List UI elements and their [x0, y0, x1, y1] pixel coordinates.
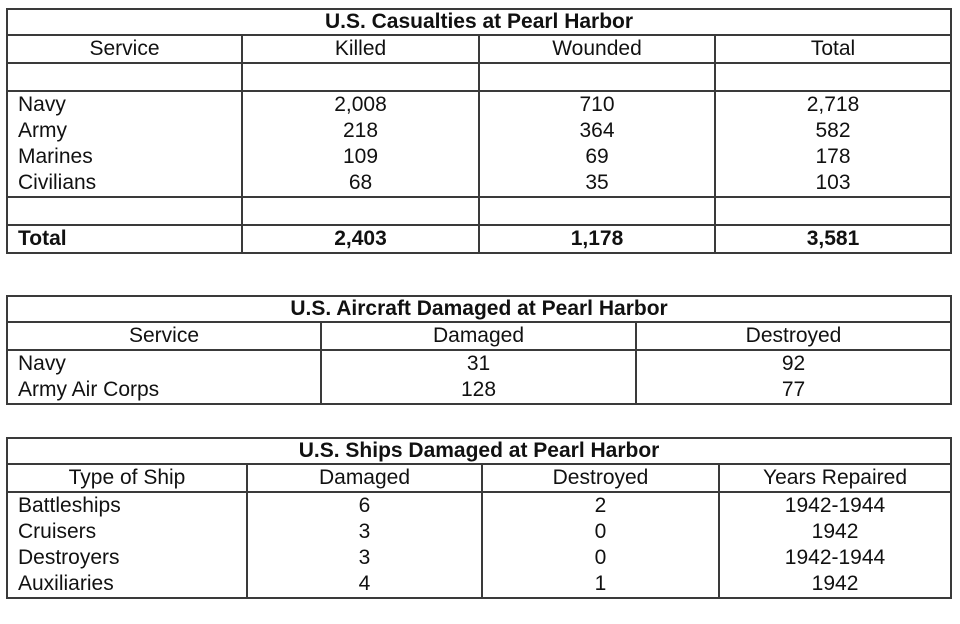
cell-wounded: 364	[479, 118, 715, 144]
cell-service: Army Air Corps	[7, 377, 321, 404]
cell-destroyed: 0	[482, 545, 719, 571]
cell-years: 1942	[719, 571, 951, 598]
blank-cell	[479, 63, 715, 91]
cell-destroyed: 2	[482, 492, 719, 519]
total-killed: 2,403	[242, 225, 479, 253]
cell-wounded: 35	[479, 170, 715, 197]
header-damaged: Damaged	[247, 464, 482, 492]
table-row	[7, 144, 951, 170]
total-total: 3,581	[715, 225, 951, 253]
header-years-repaired: Years Repaired	[719, 464, 951, 492]
blank-cell	[7, 63, 242, 91]
cell-type: Cruisers	[7, 519, 247, 545]
casualties-header-row	[7, 35, 951, 63]
cell-damaged: 3	[247, 545, 482, 571]
cell-damaged: 128	[321, 377, 636, 404]
cell-total: 2,718	[715, 91, 951, 118]
blank-cell	[715, 63, 951, 91]
cell-type: Battleships	[7, 492, 247, 519]
cell-years: 1942	[719, 519, 951, 545]
cell-total: 103	[715, 170, 951, 197]
table-row	[7, 492, 951, 519]
cell-service: Navy	[7, 91, 242, 118]
table-row	[7, 519, 951, 545]
header-service: Service	[7, 35, 242, 63]
aircraft-header-row	[7, 322, 951, 350]
table-row	[7, 377, 951, 404]
cell-damaged: 6	[247, 492, 482, 519]
cell-type: Auxiliaries	[7, 571, 247, 598]
table-row	[7, 350, 951, 377]
aircraft-title: U.S. Aircraft Damaged at Pearl Harbor	[7, 296, 951, 322]
header-total: Total	[715, 35, 951, 63]
blank-row	[7, 63, 951, 91]
table-row	[7, 170, 951, 197]
cell-service: Navy	[7, 350, 321, 377]
header-wounded: Wounded	[479, 35, 715, 63]
ships-table	[6, 437, 952, 599]
cell-wounded: 69	[479, 144, 715, 170]
ships-header-row	[7, 464, 951, 492]
cell-damaged: 3	[247, 519, 482, 545]
table-row	[7, 91, 951, 118]
cell-service: Civilians	[7, 170, 242, 197]
aircraft-table	[6, 295, 952, 405]
header-destroyed: Destroyed	[636, 322, 951, 350]
blank-cell	[242, 197, 479, 225]
cell-destroyed: 92	[636, 350, 951, 377]
cell-years: 1942-1944	[719, 545, 951, 571]
cell-damaged: 4	[247, 571, 482, 598]
casualties-table	[6, 8, 952, 254]
cell-years: 1942-1944	[719, 492, 951, 519]
header-killed: Killed	[242, 35, 479, 63]
cell-killed: 218	[242, 118, 479, 144]
cell-service: Army	[7, 118, 242, 144]
cell-wounded: 710	[479, 91, 715, 118]
cell-total: 582	[715, 118, 951, 144]
cell-total: 178	[715, 144, 951, 170]
cell-destroyed: 0	[482, 519, 719, 545]
cell-damaged: 31	[321, 350, 636, 377]
cell-service: Marines	[7, 144, 242, 170]
blank-row	[7, 197, 951, 225]
total-wounded: 1,178	[479, 225, 715, 253]
blank-cell	[479, 197, 715, 225]
blank-cell	[242, 63, 479, 91]
cell-destroyed: 1	[482, 571, 719, 598]
blank-cell	[715, 197, 951, 225]
cell-destroyed: 77	[636, 377, 951, 404]
cell-type: Destroyers	[7, 545, 247, 571]
total-label: Total	[7, 225, 242, 253]
table-row	[7, 545, 951, 571]
cell-killed: 109	[242, 144, 479, 170]
total-row	[7, 225, 951, 253]
blank-cell	[7, 197, 242, 225]
cell-killed: 2,008	[242, 91, 479, 118]
header-service: Service	[7, 322, 321, 350]
casualties-title: U.S. Casualties at Pearl Harbor	[7, 9, 951, 35]
header-type-of-ship: Type of Ship	[7, 464, 247, 492]
table-row	[7, 571, 951, 598]
table-row	[7, 118, 951, 144]
cell-killed: 68	[242, 170, 479, 197]
ships-title: U.S. Ships Damaged at Pearl Harbor	[7, 438, 951, 464]
header-destroyed: Destroyed	[482, 464, 719, 492]
header-damaged: Damaged	[321, 322, 636, 350]
